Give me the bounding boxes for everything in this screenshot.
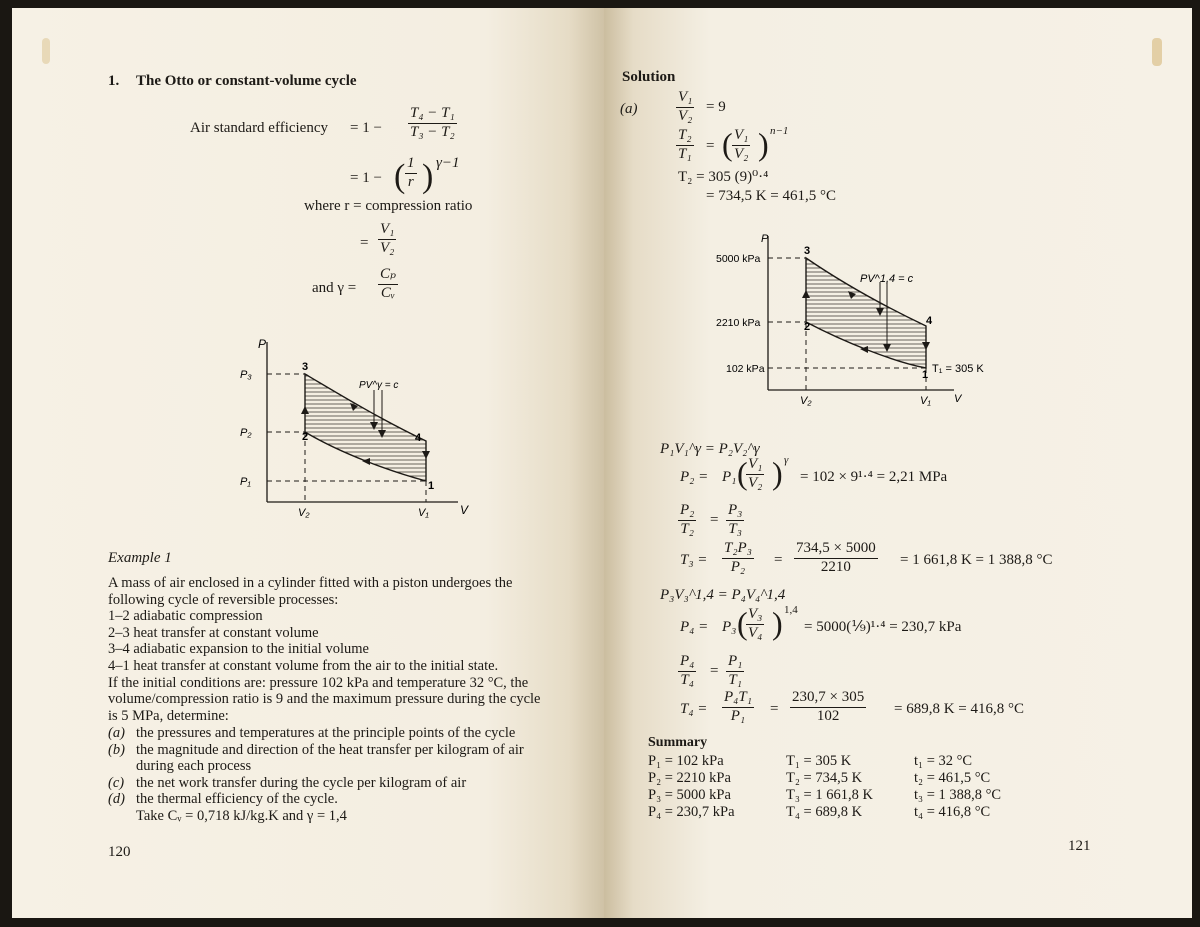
axis-p-label: P [258,337,267,351]
a2-denominator: T₁ [678,145,692,162]
efficiency-numerator: T₄ − T₁ [408,106,457,124]
step-ratio-right-num: P₃ [726,503,744,521]
a2-inner-denominator: V₂ [734,145,749,162]
step-ratio2-right-num: P₁ [726,654,744,672]
t1-label: T₁ = 305 K [932,363,984,375]
v2-label: V₂ [298,507,310,519]
task-text: the magnitude and direction of the heat transfer per kilogram of air [136,741,524,758]
pv-diagram-general [222,334,482,524]
example-line: volume/compression ratio is 9 and the maximum pressure during the cycle [108,691,541,708]
summary-row [648,804,1001,821]
step-ratio-right-den: T₃ [728,520,742,537]
a2-equals: = [706,138,715,154]
summary-heading: Summary [648,735,708,750]
p3-label: 5000 kPa [716,253,761,265]
task-text: the pressures and temperatures at the principle points of the cycle [136,725,516,741]
efficiency-fraction [408,106,457,141]
a2-left-paren: ( [722,126,733,162]
step-adiabatic-34: P₃V₃^1,4 = P₄V₄^1,4 [660,587,786,603]
point-3-label: 3 [804,245,811,257]
step-p4-numerator: V₃ [746,607,764,625]
task-item [108,808,524,825]
page-number-right: 121 [1068,838,1091,854]
task-item [108,791,524,808]
step-t3-den2: 2210 [820,558,851,575]
task-item [108,758,524,775]
step-ratio-right [726,503,744,538]
example-line: If the initial conditions are: pressure 102 kPa and temperature 32 °C, the [108,674,529,691]
gamma-fraction [378,267,398,302]
summary-pressure: P₂ = 2210 kPa [648,770,731,786]
summary-temperature-k: T₄ = 689,8 K [786,804,863,820]
a4-line: = 734,5 K = 461,5 °C [706,188,837,204]
step-t4-den1: P₁ [730,707,746,724]
a2-fraction [676,128,694,163]
point-3-label: 3 [302,361,309,373]
step-ratio2-right [726,654,744,689]
task-text: the thermal efficiency of the cycle. [136,791,338,808]
summary-temperature-c: t₁ = 32 °C [914,753,973,769]
step-p4-p3: P₃ [722,619,737,635]
step-ratio-left-num: P₂ [678,503,696,521]
step-t3-den1: P₂ [730,558,746,575]
summary-pressure: P₁ = 102 kPa [648,753,724,769]
a1-denominator: V₂ [678,107,693,124]
step-p4-lhs: P₄ = [680,619,709,635]
step-p4-fraction [746,607,764,642]
step-p2-rhs: = 102 × 9¹·⁴ = 2,21 MPa [800,469,948,485]
point-2-label: 2 [804,321,811,333]
right-paren: ) [422,158,434,195]
summary-temperature-c: t₃ = 1 388,8 °C [914,787,1002,803]
part-a-label: (a) [620,101,638,117]
section-number: 1. [108,73,120,89]
right-page [604,8,1192,918]
summary-table [648,753,1001,821]
step-p2-exponent: γ [784,454,789,466]
step-t4-rhs: = 689,8 K = 416,8 °C [894,701,1025,717]
a2-inner-numerator: V₁ [732,128,750,146]
step-p2-lhs: P₂ = [680,469,709,485]
step-ratio-equals: = [710,512,719,528]
a2-right-paren: ) [758,126,769,162]
summary-temperature-c: t₄ = 416,8 °C [914,804,991,820]
step-p4-lparen: ( [737,605,748,641]
step-t4-num2: 230,7 × 305 [790,690,866,708]
task-text: the net work transfer during the cycle per kilogram of air [136,774,467,791]
step-t4-num1: P₄T₁ [722,690,754,708]
summary-pressure: P₄ = 230,7 kPa [648,804,735,820]
point-1-label: 1 [428,480,435,492]
curve-label: PV^1,4 = c [860,273,914,285]
task-item [108,725,524,742]
step-p2-numerator: V₁ [746,457,764,475]
summary-pressure: P₃ = 5000 kPa [648,787,731,803]
task-text: during each process [136,758,252,775]
task-item [108,742,524,759]
step-p2-fraction [746,457,764,492]
step-t3-equals: = [774,552,783,568]
efficiency-denominator: T₃ − T₂ [410,123,455,140]
pv-diagram-numeric [704,230,1004,412]
step-ratio2-equals: = [710,663,719,679]
point-1-label: 1 [922,369,929,381]
step-ratio2-left-num: P₄ [678,654,696,672]
ratio-denominator: r [407,173,414,190]
step-ratio-left [678,503,696,538]
ratio-numerator: 1 [405,156,417,174]
p2-label: 2210 kPa [716,317,761,329]
a1-numerator: V₁ [676,90,694,108]
point-4-label: 4 [926,315,933,327]
efficiency-eq-prefix: = 1 − [350,120,382,136]
summary-temperature-c: t₂ = 461,5 °C [914,770,991,786]
step-p4-rparen: ) [772,605,783,641]
step-p2-denominator: V₂ [748,474,763,491]
task-text: Take Cᵥ = 0,718 kJ/kg.K and γ = 1,4 [136,807,347,824]
gamma-denominator: Cᵥ [380,284,396,301]
compression-numerator: V₁ [378,222,396,240]
step-p2-lparen: ( [737,455,748,491]
axis-v-label: V [460,503,469,517]
step-ratio2-left-den: T₄ [680,671,694,688]
step-t3-fraction1 [722,541,754,576]
margin-mark [1152,38,1162,66]
p2-label: P₂ [240,427,252,439]
margin-mark [42,38,50,64]
example-title: Example 1 [108,550,172,566]
section-heading: The Otto or constant-volume cycle [136,73,357,89]
efficiency-label: Air standard efficiency [190,120,328,136]
a2-exponent: n−1 [770,125,789,137]
step-p4-exponent: 1,4 [784,604,798,616]
example-line: 1–2 adiabatic compression [108,608,263,625]
step-p2-rparen: ) [772,455,783,491]
page-number-left: 120 [108,844,131,860]
step-ratio-left-den: T₂ [680,520,694,537]
a3-line: T₂ = 305 (9)⁰·⁴ [678,169,769,185]
compression-fraction [378,222,396,257]
step-adiabatic-relation: P₁V₁^γ = P₂V₂^γ [660,441,760,457]
left-page [12,8,604,918]
gamma-eq-prefix: and γ = [312,280,357,296]
summary-row [648,753,1001,770]
step-t4-fraction2 [790,690,866,725]
step-t3-fraction2 [794,541,878,576]
example-line: 3–4 adiabatic expansion to the initial volume [108,641,369,658]
compression-denominator: V₂ [380,239,395,256]
task-label: (c) [108,774,125,791]
step-p4-denominator: V₄ [748,624,763,641]
a2-inner-fraction [732,128,750,163]
example-text [108,575,540,724]
ratio-exponent: γ−1 [436,155,460,171]
step-t3-num1: T₂P₃ [722,541,754,559]
left-paren: ( [394,158,406,195]
p3-label: P₃ [240,369,252,381]
example-line: following cycle of reversible processes: [108,591,339,608]
summary-temperature-k: T₂ = 734,5 K [786,770,863,786]
step-p2-p1: P₁ [722,469,737,485]
task-label: (d) [108,791,125,808]
step-t3-num2: 734,5 × 5000 [794,541,878,559]
compression-eq-prefix: = [360,235,369,251]
summary-row [648,787,1001,804]
task-label: (a) [108,725,125,741]
solution-heading: Solution [622,69,676,85]
step-t4-den2: 102 [816,707,840,724]
step-t4-fraction1 [722,690,754,725]
step-t4-lhs: T₄ = [680,701,708,717]
summary-temperature-k: T₁ = 305 K [786,753,852,769]
v2-label: V₂ [800,395,812,407]
step-t4-equals: = [770,701,779,717]
example-line: A mass of air enclosed in a cylinder fitted with a piston undergoes the [108,575,513,591]
p1-label: 102 kPa [726,363,765,375]
axis-p-label: P [761,233,769,245]
example-line: 2–3 heat transfer at constant volume [108,624,319,641]
p1-label: P₁ [240,476,251,488]
step-t3-lhs: T₃ = [680,552,708,568]
task-list [108,725,524,825]
example-line: is 5 MPa, determine: [108,707,229,724]
ratio-eq-prefix: = 1 − [350,170,382,186]
point-4-label: 4 [415,432,422,444]
step-ratio2-left [678,654,696,689]
step-ratio2-right-den: T₁ [728,671,742,688]
step-p4-rhs: = 5000(⅑)¹·⁴ = 230,7 kPa [804,619,962,635]
task-item [108,775,524,792]
axis-v-label: V [954,393,962,405]
step-t3-rhs: = 1 661,8 K = 1 388,8 °C [900,552,1053,568]
example-line: 4–1 heat transfer at constant volume from the air to the initial state. [108,657,499,674]
gamma-numerator: Cₚ [378,267,398,285]
task-label: (b) [108,741,125,758]
ratio-fraction [405,156,417,191]
where-line: where r = compression ratio [304,198,473,214]
a1-rhs: = 9 [706,99,726,115]
curve-label: PV^γ = c [359,380,399,391]
v1-label: V₁ [418,507,429,519]
a2-numerator: T₂ [676,128,694,146]
summary-row [648,770,1001,787]
point-2-label: 2 [302,431,309,443]
a1-fraction [676,90,694,125]
summary-temperature-k: T₃ = 1 661,8 K [786,787,873,803]
v1-label: V₁ [920,395,931,407]
